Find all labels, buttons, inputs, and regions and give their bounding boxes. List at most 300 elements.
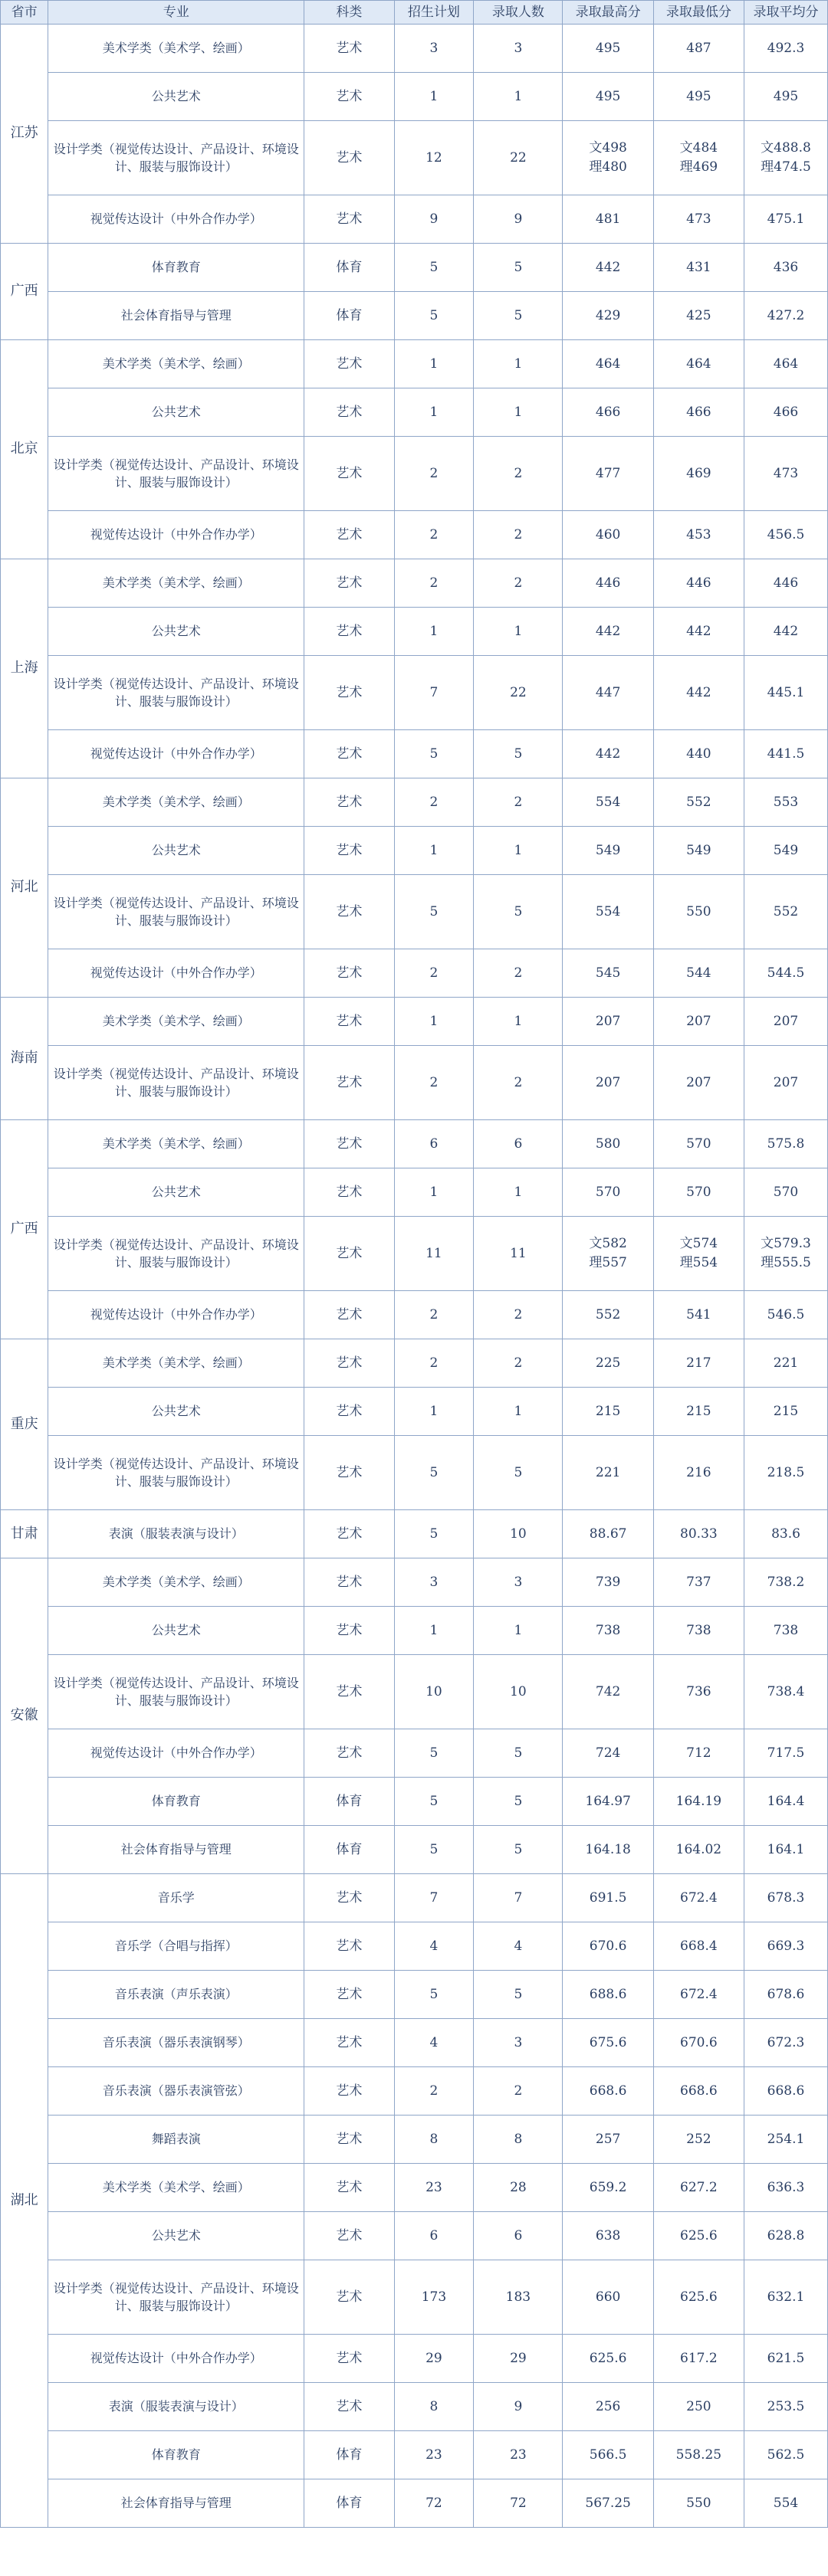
header-category: 科类 xyxy=(304,1,394,25)
max-score-cell: 554 xyxy=(563,875,653,949)
plan-cell: 7 xyxy=(394,1874,474,1922)
major-cell: 公共艺术 xyxy=(48,1168,304,1217)
admitted-cell: 2 xyxy=(474,778,563,827)
max-score-cell: 495 xyxy=(563,73,653,121)
min-score-cell: 425 xyxy=(653,292,744,340)
table-row xyxy=(1,2019,828,2067)
category-cell: 艺术 xyxy=(304,1729,394,1778)
avg-score-cell: 678.6 xyxy=(744,1971,828,2019)
category-cell: 体育 xyxy=(304,292,394,340)
plan-cell: 2 xyxy=(394,511,474,559)
category-cell: 艺术 xyxy=(304,73,394,121)
avg-score-cell: 668.6 xyxy=(744,2067,828,2116)
admitted-cell: 1 xyxy=(474,827,563,875)
category-cell: 艺术 xyxy=(304,778,394,827)
category-cell: 艺术 xyxy=(304,1607,394,1655)
avg-score-cell: 553 xyxy=(744,778,828,827)
table-row xyxy=(1,730,828,778)
max-score-cell: 464 xyxy=(563,340,653,388)
plan-cell: 2 xyxy=(394,778,474,827)
major-cell: 视觉传达设计（中外合作办学） xyxy=(48,511,304,559)
min-score-cell: 464 xyxy=(653,340,744,388)
admitted-cell: 29 xyxy=(474,2335,563,2383)
category-cell: 艺术 xyxy=(304,511,394,559)
max-score-cell: 164.97 xyxy=(563,1778,653,1826)
admitted-cell: 2 xyxy=(474,1339,563,1388)
plan-cell: 1 xyxy=(394,998,474,1046)
category-cell: 艺术 xyxy=(304,1339,394,1388)
admitted-cell: 28 xyxy=(474,2164,563,2212)
category-cell: 体育 xyxy=(304,2431,394,2479)
avg-score-cell: 473 xyxy=(744,437,828,511)
table-row xyxy=(1,949,828,998)
table-row xyxy=(1,244,828,292)
table-row xyxy=(1,1217,828,1291)
province-cell: 海南 xyxy=(1,998,48,1120)
table-row xyxy=(1,73,828,121)
min-score-cell: 668.6 xyxy=(653,2067,744,2116)
major-cell: 公共艺术 xyxy=(48,73,304,121)
major-cell: 美术学类（美术学、绘画） xyxy=(48,1339,304,1388)
header-row xyxy=(1,1,828,25)
min-score-cell: 550 xyxy=(653,875,744,949)
plan-cell: 1 xyxy=(394,827,474,875)
category-cell: 艺术 xyxy=(304,2067,394,2116)
province-cell: 北京 xyxy=(1,340,48,559)
min-score-cell: 736 xyxy=(653,1655,744,1729)
min-score-cell: 453 xyxy=(653,511,744,559)
major-cell: 体育教育 xyxy=(48,1778,304,1826)
avg-score-cell: 669.3 xyxy=(744,1922,828,1971)
major-cell: 音乐学 xyxy=(48,1874,304,1922)
avg-score-cell: 575.8 xyxy=(744,1120,828,1168)
major-cell: 视觉传达设计（中外合作办学） xyxy=(48,1729,304,1778)
max-score-cell: 625.6 xyxy=(563,2335,653,2383)
avg-score-cell: 427.2 xyxy=(744,292,828,340)
avg-score-cell: 83.6 xyxy=(744,1510,828,1558)
admitted-cell: 5 xyxy=(474,1971,563,2019)
category-cell: 艺术 xyxy=(304,25,394,73)
min-score-cell: 627.2 xyxy=(653,2164,744,2212)
admitted-cell: 2 xyxy=(474,511,563,559)
avg-score-cell: 445.1 xyxy=(744,656,828,730)
plan-cell: 8 xyxy=(394,2383,474,2431)
avg-score-cell: 446 xyxy=(744,559,828,608)
plan-cell: 72 xyxy=(394,2479,474,2528)
category-cell: 艺术 xyxy=(304,827,394,875)
min-score-cell: 469 xyxy=(653,437,744,511)
min-score-cell: 440 xyxy=(653,730,744,778)
avg-score-cell: 文488.8 理474.5 xyxy=(744,121,828,195)
admitted-cell: 1 xyxy=(474,998,563,1046)
category-cell: 艺术 xyxy=(304,1436,394,1510)
min-score-cell: 文574 理554 xyxy=(653,1217,744,1291)
avg-score-cell: 562.5 xyxy=(744,2431,828,2479)
plan-cell: 2 xyxy=(394,1291,474,1339)
table-row xyxy=(1,1558,828,1607)
major-cell: 设计学类（视觉传达设计、产品设计、环境设计、服装与服饰设计） xyxy=(48,875,304,949)
admitted-cell: 5 xyxy=(474,1826,563,1874)
admitted-cell: 2 xyxy=(474,949,563,998)
admitted-cell: 5 xyxy=(474,1778,563,1826)
avg-score-cell: 442 xyxy=(744,608,828,656)
category-cell: 艺术 xyxy=(304,1655,394,1729)
plan-cell: 1 xyxy=(394,73,474,121)
plan-cell: 5 xyxy=(394,1729,474,1778)
max-score-cell: 225 xyxy=(563,1339,653,1388)
avg-score-cell: 164.4 xyxy=(744,1778,828,1826)
table-row xyxy=(1,1655,828,1729)
plan-cell: 2 xyxy=(394,2067,474,2116)
min-score-cell: 625.6 xyxy=(653,2260,744,2335)
avg-score-cell: 164.1 xyxy=(744,1826,828,1874)
admitted-cell: 3 xyxy=(474,2019,563,2067)
admitted-cell: 5 xyxy=(474,875,563,949)
min-score-cell: 446 xyxy=(653,559,744,608)
table-row xyxy=(1,1510,828,1558)
admitted-cell: 6 xyxy=(474,1120,563,1168)
max-score-cell: 659.2 xyxy=(563,2164,653,2212)
min-score-cell: 617.2 xyxy=(653,2335,744,2383)
max-score-cell: 447 xyxy=(563,656,653,730)
category-cell: 艺术 xyxy=(304,730,394,778)
table-row xyxy=(1,292,828,340)
province-cell: 湖北 xyxy=(1,1874,48,2528)
plan-cell: 4 xyxy=(394,2019,474,2067)
admitted-cell: 23 xyxy=(474,2431,563,2479)
min-score-cell: 668.4 xyxy=(653,1922,744,1971)
province-cell: 重庆 xyxy=(1,1339,48,1510)
major-cell: 美术学类（美术学、绘画） xyxy=(48,25,304,73)
major-cell: 表演（服装表演与设计） xyxy=(48,2383,304,2431)
plan-cell: 10 xyxy=(394,1655,474,1729)
max-score-cell: 429 xyxy=(563,292,653,340)
major-cell: 体育教育 xyxy=(48,2431,304,2479)
min-score-cell: 164.19 xyxy=(653,1778,744,1826)
province-cell: 广西 xyxy=(1,244,48,340)
table-row xyxy=(1,2116,828,2164)
table-row xyxy=(1,1339,828,1388)
max-score-cell: 256 xyxy=(563,2383,653,2431)
plan-cell: 2 xyxy=(394,559,474,608)
admitted-cell: 72 xyxy=(474,2479,563,2528)
category-cell: 艺术 xyxy=(304,2335,394,2383)
avg-score-cell: 738.2 xyxy=(744,1558,828,1607)
major-cell: 设计学类（视觉传达设计、产品设计、环境设计、服装与服饰设计） xyxy=(48,437,304,511)
avg-score-cell: 492.3 xyxy=(744,25,828,73)
avg-score-cell: 254.1 xyxy=(744,2116,828,2164)
major-cell: 设计学类（视觉传达设计、产品设计、环境设计、服装与服饰设计） xyxy=(48,1046,304,1120)
table-row xyxy=(1,656,828,730)
plan-cell: 1 xyxy=(394,1607,474,1655)
plan-cell: 9 xyxy=(394,195,474,244)
admitted-cell: 5 xyxy=(474,1729,563,1778)
category-cell: 体育 xyxy=(304,1778,394,1826)
major-cell: 公共艺术 xyxy=(48,827,304,875)
admitted-cell: 2 xyxy=(474,2067,563,2116)
max-score-cell: 442 xyxy=(563,730,653,778)
table-row xyxy=(1,778,828,827)
table-row xyxy=(1,2479,828,2528)
avg-score-cell: 215 xyxy=(744,1388,828,1436)
category-cell: 艺术 xyxy=(304,121,394,195)
major-cell: 美术学类（美术学、绘画） xyxy=(48,998,304,1046)
avg-score-cell: 549 xyxy=(744,827,828,875)
table-row xyxy=(1,1436,828,1510)
min-score-cell: 552 xyxy=(653,778,744,827)
table-row xyxy=(1,1046,828,1120)
table-row xyxy=(1,1971,828,2019)
admitted-cell: 1 xyxy=(474,73,563,121)
admitted-cell: 9 xyxy=(474,2383,563,2431)
table-row xyxy=(1,998,828,1046)
plan-cell: 23 xyxy=(394,2431,474,2479)
max-score-cell: 724 xyxy=(563,1729,653,1778)
max-score-cell: 477 xyxy=(563,437,653,511)
avg-score-cell: 636.3 xyxy=(744,2164,828,2212)
table-row xyxy=(1,1778,828,1826)
avg-score-cell: 207 xyxy=(744,1046,828,1120)
admitted-cell: 5 xyxy=(474,1436,563,1510)
table-row xyxy=(1,1168,828,1217)
table-row xyxy=(1,2212,828,2260)
category-cell: 艺术 xyxy=(304,1388,394,1436)
avg-score-cell: 738.4 xyxy=(744,1655,828,1729)
category-cell: 艺术 xyxy=(304,1874,394,1922)
admitted-cell: 22 xyxy=(474,121,563,195)
header-major: 专业 xyxy=(48,1,304,25)
major-cell: 视觉传达设计（中外合作办学） xyxy=(48,195,304,244)
min-score-cell: 207 xyxy=(653,998,744,1046)
major-cell: 设计学类（视觉传达设计、产品设计、环境设计、服装与服饰设计） xyxy=(48,1217,304,1291)
max-score-cell: 257 xyxy=(563,2116,653,2164)
category-cell: 艺术 xyxy=(304,1510,394,1558)
category-cell: 艺术 xyxy=(304,437,394,511)
table-row xyxy=(1,2260,828,2335)
province-cell: 安徽 xyxy=(1,1558,48,1874)
max-score-cell: 207 xyxy=(563,998,653,1046)
min-score-cell: 670.6 xyxy=(653,2019,744,2067)
category-cell: 艺术 xyxy=(304,608,394,656)
min-score-cell: 473 xyxy=(653,195,744,244)
max-score-cell: 552 xyxy=(563,1291,653,1339)
plan-cell: 1 xyxy=(394,340,474,388)
table-row xyxy=(1,511,828,559)
category-cell: 艺术 xyxy=(304,998,394,1046)
max-score-cell: 495 xyxy=(563,25,653,73)
max-score-cell: 688.6 xyxy=(563,1971,653,2019)
major-cell: 美术学类（美术学、绘画） xyxy=(48,2164,304,2212)
admitted-cell: 1 xyxy=(474,388,563,437)
table-row xyxy=(1,1922,828,1971)
admitted-cell: 2 xyxy=(474,1046,563,1120)
major-cell: 社会体育指导与管理 xyxy=(48,2479,304,2528)
max-score-cell: 446 xyxy=(563,559,653,608)
admitted-cell: 6 xyxy=(474,2212,563,2260)
admitted-cell: 3 xyxy=(474,1558,563,1607)
avg-score-cell: 738 xyxy=(744,1607,828,1655)
min-score-cell: 495 xyxy=(653,73,744,121)
plan-cell: 11 xyxy=(394,1217,474,1291)
plan-cell: 1 xyxy=(394,608,474,656)
plan-cell: 6 xyxy=(394,2212,474,2260)
max-score-cell: 215 xyxy=(563,1388,653,1436)
min-score-cell: 712 xyxy=(653,1729,744,1778)
major-cell: 表演（服装表演与设计） xyxy=(48,1510,304,1558)
plan-cell: 5 xyxy=(394,1510,474,1558)
admitted-cell: 5 xyxy=(474,730,563,778)
min-score-cell: 570 xyxy=(653,1120,744,1168)
min-score-cell: 550 xyxy=(653,2479,744,2528)
max-score-cell: 442 xyxy=(563,608,653,656)
max-score-cell: 567.25 xyxy=(563,2479,653,2528)
category-cell: 体育 xyxy=(304,244,394,292)
header-avg-score: 录取平均分 xyxy=(744,1,828,25)
plan-cell: 8 xyxy=(394,2116,474,2164)
major-cell: 体育教育 xyxy=(48,244,304,292)
plan-cell: 2 xyxy=(394,437,474,511)
major-cell: 设计学类（视觉传达设计、产品设计、环境设计、服装与服饰设计） xyxy=(48,656,304,730)
max-score-cell: 638 xyxy=(563,2212,653,2260)
table-row xyxy=(1,2431,828,2479)
min-score-cell: 442 xyxy=(653,656,744,730)
max-score-cell: 481 xyxy=(563,195,653,244)
avg-score-cell: 436 xyxy=(744,244,828,292)
avg-score-cell: 466 xyxy=(744,388,828,437)
category-cell: 艺术 xyxy=(304,949,394,998)
table-row xyxy=(1,1826,828,1874)
avg-score-cell: 495 xyxy=(744,73,828,121)
table-row xyxy=(1,1729,828,1778)
category-cell: 艺术 xyxy=(304,656,394,730)
plan-cell: 5 xyxy=(394,1778,474,1826)
major-cell: 美术学类（美术学、绘画） xyxy=(48,778,304,827)
major-cell: 视觉传达设计（中外合作办学） xyxy=(48,2335,304,2383)
plan-cell: 2 xyxy=(394,1046,474,1120)
category-cell: 艺术 xyxy=(304,1291,394,1339)
plan-cell: 3 xyxy=(394,25,474,73)
min-score-cell: 738 xyxy=(653,1607,744,1655)
avg-score-cell: 678.3 xyxy=(744,1874,828,1922)
avg-score-cell: 544.5 xyxy=(744,949,828,998)
max-score-cell: 738 xyxy=(563,1607,653,1655)
category-cell: 艺术 xyxy=(304,1120,394,1168)
province-cell: 甘肃 xyxy=(1,1510,48,1558)
min-score-cell: 250 xyxy=(653,2383,744,2431)
table-body xyxy=(1,25,828,2528)
table-row xyxy=(1,1291,828,1339)
plan-cell: 12 xyxy=(394,121,474,195)
min-score-cell: 544 xyxy=(653,949,744,998)
major-cell: 公共艺术 xyxy=(48,608,304,656)
category-cell: 艺术 xyxy=(304,1217,394,1291)
plan-cell: 5 xyxy=(394,244,474,292)
plan-cell: 5 xyxy=(394,1971,474,2019)
admitted-cell: 2 xyxy=(474,437,563,511)
plan-cell: 1 xyxy=(394,388,474,437)
header-plan: 招生计划 xyxy=(394,1,474,25)
table-row xyxy=(1,388,828,437)
plan-cell: 5 xyxy=(394,730,474,778)
avg-score-cell: 552 xyxy=(744,875,828,949)
max-score-cell: 691.5 xyxy=(563,1874,653,1922)
avg-score-cell: 456.5 xyxy=(744,511,828,559)
min-score-cell: 164.02 xyxy=(653,1826,744,1874)
avg-score-cell: 475.1 xyxy=(744,195,828,244)
plan-cell: 2 xyxy=(394,1339,474,1388)
major-cell: 视觉传达设计（中外合作办学） xyxy=(48,1291,304,1339)
plan-cell: 1 xyxy=(394,1168,474,1217)
min-score-cell: 487 xyxy=(653,25,744,73)
major-cell: 音乐表演（器乐表演钢琴） xyxy=(48,2019,304,2067)
plan-cell: 173 xyxy=(394,2260,474,2335)
avg-score-cell: 632.1 xyxy=(744,2260,828,2335)
category-cell: 艺术 xyxy=(304,559,394,608)
province-cell: 上海 xyxy=(1,559,48,778)
province-cell: 河北 xyxy=(1,778,48,998)
min-score-cell: 文484 理469 xyxy=(653,121,744,195)
avg-score-cell: 546.5 xyxy=(744,1291,828,1339)
min-score-cell: 252 xyxy=(653,2116,744,2164)
major-cell: 公共艺术 xyxy=(48,1388,304,1436)
admitted-cell: 4 xyxy=(474,1922,563,1971)
table-row xyxy=(1,2067,828,2116)
header-admitted: 录取人数 xyxy=(474,1,563,25)
plan-cell: 5 xyxy=(394,1436,474,1510)
max-score-cell: 570 xyxy=(563,1168,653,1217)
province-cell: 广西 xyxy=(1,1120,48,1339)
plan-cell: 23 xyxy=(394,2164,474,2212)
admitted-cell: 3 xyxy=(474,25,563,73)
category-cell: 艺术 xyxy=(304,1168,394,1217)
max-score-cell: 545 xyxy=(563,949,653,998)
max-score-cell: 580 xyxy=(563,1120,653,1168)
min-score-cell: 541 xyxy=(653,1291,744,1339)
max-score-cell: 221 xyxy=(563,1436,653,1510)
major-cell: 美术学类（美术学、绘画） xyxy=(48,1558,304,1607)
plan-cell: 29 xyxy=(394,2335,474,2383)
table-row xyxy=(1,2335,828,2383)
plan-cell: 1 xyxy=(394,1388,474,1436)
major-cell: 公共艺术 xyxy=(48,1607,304,1655)
table-row xyxy=(1,2164,828,2212)
min-score-cell: 216 xyxy=(653,1436,744,1510)
admitted-cell: 10 xyxy=(474,1655,563,1729)
category-cell: 艺术 xyxy=(304,2260,394,2335)
avg-score-cell: 621.5 xyxy=(744,2335,828,2383)
category-cell: 艺术 xyxy=(304,875,394,949)
avg-score-cell: 218.5 xyxy=(744,1436,828,1510)
admitted-cell: 5 xyxy=(474,292,563,340)
table-row xyxy=(1,121,828,195)
admitted-cell: 22 xyxy=(474,656,563,730)
avg-score-cell: 464 xyxy=(744,340,828,388)
major-cell: 美术学类（美术学、绘画） xyxy=(48,340,304,388)
table-row xyxy=(1,559,828,608)
min-score-cell: 558.25 xyxy=(653,2431,744,2479)
max-score-cell: 207 xyxy=(563,1046,653,1120)
max-score-cell: 668.6 xyxy=(563,2067,653,2116)
min-score-cell: 549 xyxy=(653,827,744,875)
min-score-cell: 215 xyxy=(653,1388,744,1436)
category-cell: 艺术 xyxy=(304,2383,394,2431)
avg-score-cell: 570 xyxy=(744,1168,828,1217)
table-row xyxy=(1,437,828,511)
plan-cell: 4 xyxy=(394,1922,474,1971)
admitted-cell: 8 xyxy=(474,2116,563,2164)
major-cell: 公共艺术 xyxy=(48,2212,304,2260)
max-score-cell: 670.6 xyxy=(563,1922,653,1971)
